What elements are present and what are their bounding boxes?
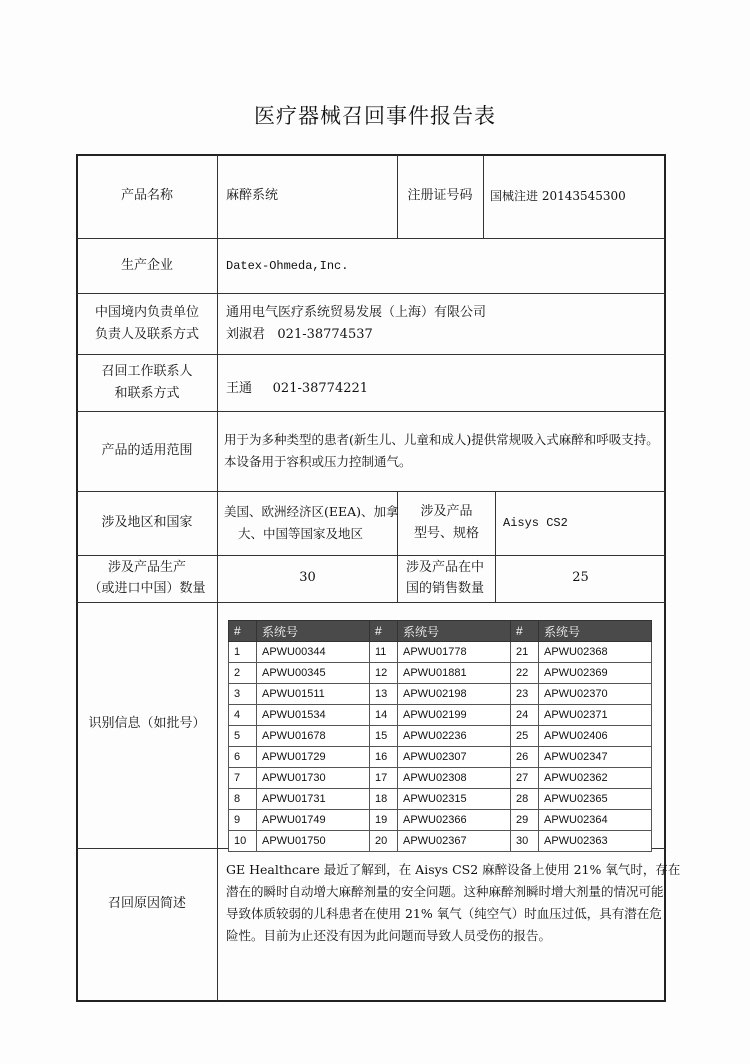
system-number: APWU02370 <box>539 684 652 705</box>
model-value: Aisys CS2 <box>503 516 568 530</box>
batch-number-table <box>228 620 652 852</box>
page-title: 医疗器械召回事件报告表 <box>254 104 496 128</box>
system-number: APWU02362 <box>539 768 652 789</box>
table-row <box>229 684 652 705</box>
system-number: APWU02347 <box>539 747 652 768</box>
domestic-unit-label-line1: 中国境内负责单位 <box>94 305 199 320</box>
header-system-number: 系统号 <box>398 621 511 642</box>
system-number: APWU01881 <box>398 663 511 684</box>
row-index: 5 <box>229 726 257 747</box>
system-number: APWU02363 <box>539 831 652 852</box>
system-number: APWU01731 <box>257 789 370 810</box>
model-label-line2: 型号、规格 <box>413 526 479 541</box>
row-index: 1 <box>229 642 257 663</box>
row-index: 19 <box>370 810 398 831</box>
row-index: 11 <box>370 642 398 663</box>
table-row <box>229 726 652 747</box>
system-number: APWU01534 <box>257 705 370 726</box>
recall-contact-value: 王通 021-38774221 <box>226 381 369 396</box>
scope-value-line2: 本设备用于容积或压力控制通气。 <box>224 454 412 469</box>
table-row <box>229 810 652 831</box>
row-index: 7 <box>229 768 257 789</box>
row-index: 18 <box>370 789 398 810</box>
table-row <box>229 663 652 684</box>
domestic-unit-company: 通用电气医疗系统贸易发展（上海）有限公司 <box>226 305 487 320</box>
reason-line4: 险性。目前为止还没有因为此问题而导致人员受伤的报告。 <box>226 928 552 943</box>
row-index: 26 <box>511 747 539 768</box>
row-divider <box>77 411 665 412</box>
table-row <box>229 789 652 810</box>
row-index: 3 <box>229 684 257 705</box>
manufacturer-value: Datex-Ohmeda,Inc. <box>226 259 349 273</box>
system-number: APWU01678 <box>257 726 370 747</box>
system-number: APWU01730 <box>257 768 370 789</box>
system-number: APWU02315 <box>398 789 511 810</box>
row-index: 21 <box>511 642 539 663</box>
column-divider <box>483 155 484 238</box>
region-label: 涉及地区和国家 <box>101 515 193 530</box>
row-index: 24 <box>511 705 539 726</box>
system-number: APWU01778 <box>398 642 511 663</box>
region-value-line2: 大、中国等国家及地区 <box>238 526 364 541</box>
row-index: 15 <box>370 726 398 747</box>
production-qty-value: 30 <box>299 570 316 585</box>
system-number: APWU02368 <box>539 642 652 663</box>
reason-line3: 导致体质较弱的儿科患者在使用 21% 氧气（纯空气）时血压过低，具有潜在危 <box>226 906 662 921</box>
system-number: APWU02198 <box>398 684 511 705</box>
system-number: APWU02236 <box>398 726 511 747</box>
system-number: APWU02199 <box>398 705 511 726</box>
row-index: 14 <box>370 705 398 726</box>
scope-value-line1: 用于为多种类型的患者(新生儿、儿童和成人)提供常规吸入式麻醉和呼吸支持。 <box>224 432 659 447</box>
reason-label: 召回原因简述 <box>107 896 186 911</box>
system-number: APWU02307 <box>398 747 511 768</box>
model-label-line1: 涉及产品 <box>420 504 473 519</box>
row-index: 12 <box>370 663 398 684</box>
china-sales-value: 25 <box>572 570 589 585</box>
row-index: 8 <box>229 789 257 810</box>
row-index: 20 <box>370 831 398 852</box>
system-number: APWU00345 <box>257 663 370 684</box>
system-number: APWU01729 <box>257 747 370 768</box>
reason-line2: 潜在的瞬时自动增大麻醉剂量的安全问题。这种麻醉剂瞬时增大剂量的情况可能 <box>226 884 664 899</box>
table-row <box>229 705 652 726</box>
product-name-label: 产品名称 <box>120 188 173 203</box>
row-index: 22 <box>511 663 539 684</box>
system-number: APWU01750 <box>257 831 370 852</box>
system-number: APWU02366 <box>398 810 511 831</box>
header-system-number: 系统号 <box>257 621 370 642</box>
row-index: 27 <box>511 768 539 789</box>
table-row <box>229 831 652 852</box>
system-number: APWU02367 <box>398 831 511 852</box>
row-index: 17 <box>370 768 398 789</box>
row-index: 9 <box>229 810 257 831</box>
row-index: 29 <box>511 810 539 831</box>
system-number: APWU01749 <box>257 810 370 831</box>
row-index: 16 <box>370 747 398 768</box>
header-index: # <box>511 621 539 642</box>
production-qty-label-line1: 涉及产品生产 <box>107 560 186 575</box>
row-divider <box>77 293 665 294</box>
table-row <box>229 747 652 768</box>
header-index: # <box>229 621 257 642</box>
row-index: 23 <box>511 684 539 705</box>
region-value-line1: 美国、欧洲经济区(EEA)、加拿 <box>224 504 399 519</box>
registration-label: 注册证号码 <box>407 188 473 203</box>
system-number: APWU02364 <box>539 810 652 831</box>
row-divider <box>77 238 665 239</box>
table-row <box>229 768 652 789</box>
product-name-value: 麻醉系统 <box>226 188 279 203</box>
system-number: APWU02371 <box>539 705 652 726</box>
domestic-unit-label-line2: 负责人及联系方式 <box>94 327 199 342</box>
registration-value: 国械注进 20143545300 <box>490 189 626 203</box>
table-row <box>229 642 652 663</box>
row-index: 10 <box>229 831 257 852</box>
system-number: APWU02308 <box>398 768 511 789</box>
header-system-number: 系统号 <box>539 621 652 642</box>
row-index: 2 <box>229 663 257 684</box>
row-index: 13 <box>370 684 398 705</box>
china-sales-label-line2: 国的销售数量 <box>406 581 485 596</box>
row-index: 30 <box>511 831 539 852</box>
recall-contact-label-line2: 和联系方式 <box>114 386 180 401</box>
system-number: APWU02365 <box>539 789 652 810</box>
scope-label: 产品的适用范围 <box>101 443 193 458</box>
reason-line1: GE Healthcare 最近了解到，在 Aisys CS2 麻醉设备上使用 21% 氧气时，存在 <box>226 862 681 877</box>
manufacturer-label: 生产企业 <box>120 258 173 273</box>
row-index: 6 <box>229 747 257 768</box>
recall-contact-label-line1: 召回工作联系人 <box>101 364 193 379</box>
system-number: APWU02406 <box>539 726 652 747</box>
system-number: APWU02369 <box>539 663 652 684</box>
row-divider <box>77 491 665 492</box>
domestic-unit-contact: 刘淑君 021-38774537 <box>226 327 373 342</box>
row-divider <box>77 602 665 603</box>
production-qty-label-line2: （或进口中国）数量 <box>88 581 206 596</box>
batch-table-header-row <box>229 621 652 642</box>
row-index: 28 <box>511 789 539 810</box>
row-divider <box>77 555 665 556</box>
row-index: 4 <box>229 705 257 726</box>
china-sales-label-line1: 涉及产品在中 <box>406 560 485 575</box>
system-number: APWU01511 <box>257 684 370 705</box>
identification-label: 识别信息（如批号） <box>88 716 206 731</box>
system-number: APWU00344 <box>257 642 370 663</box>
header-index: # <box>370 621 398 642</box>
row-index: 25 <box>511 726 539 747</box>
row-divider <box>77 354 665 355</box>
